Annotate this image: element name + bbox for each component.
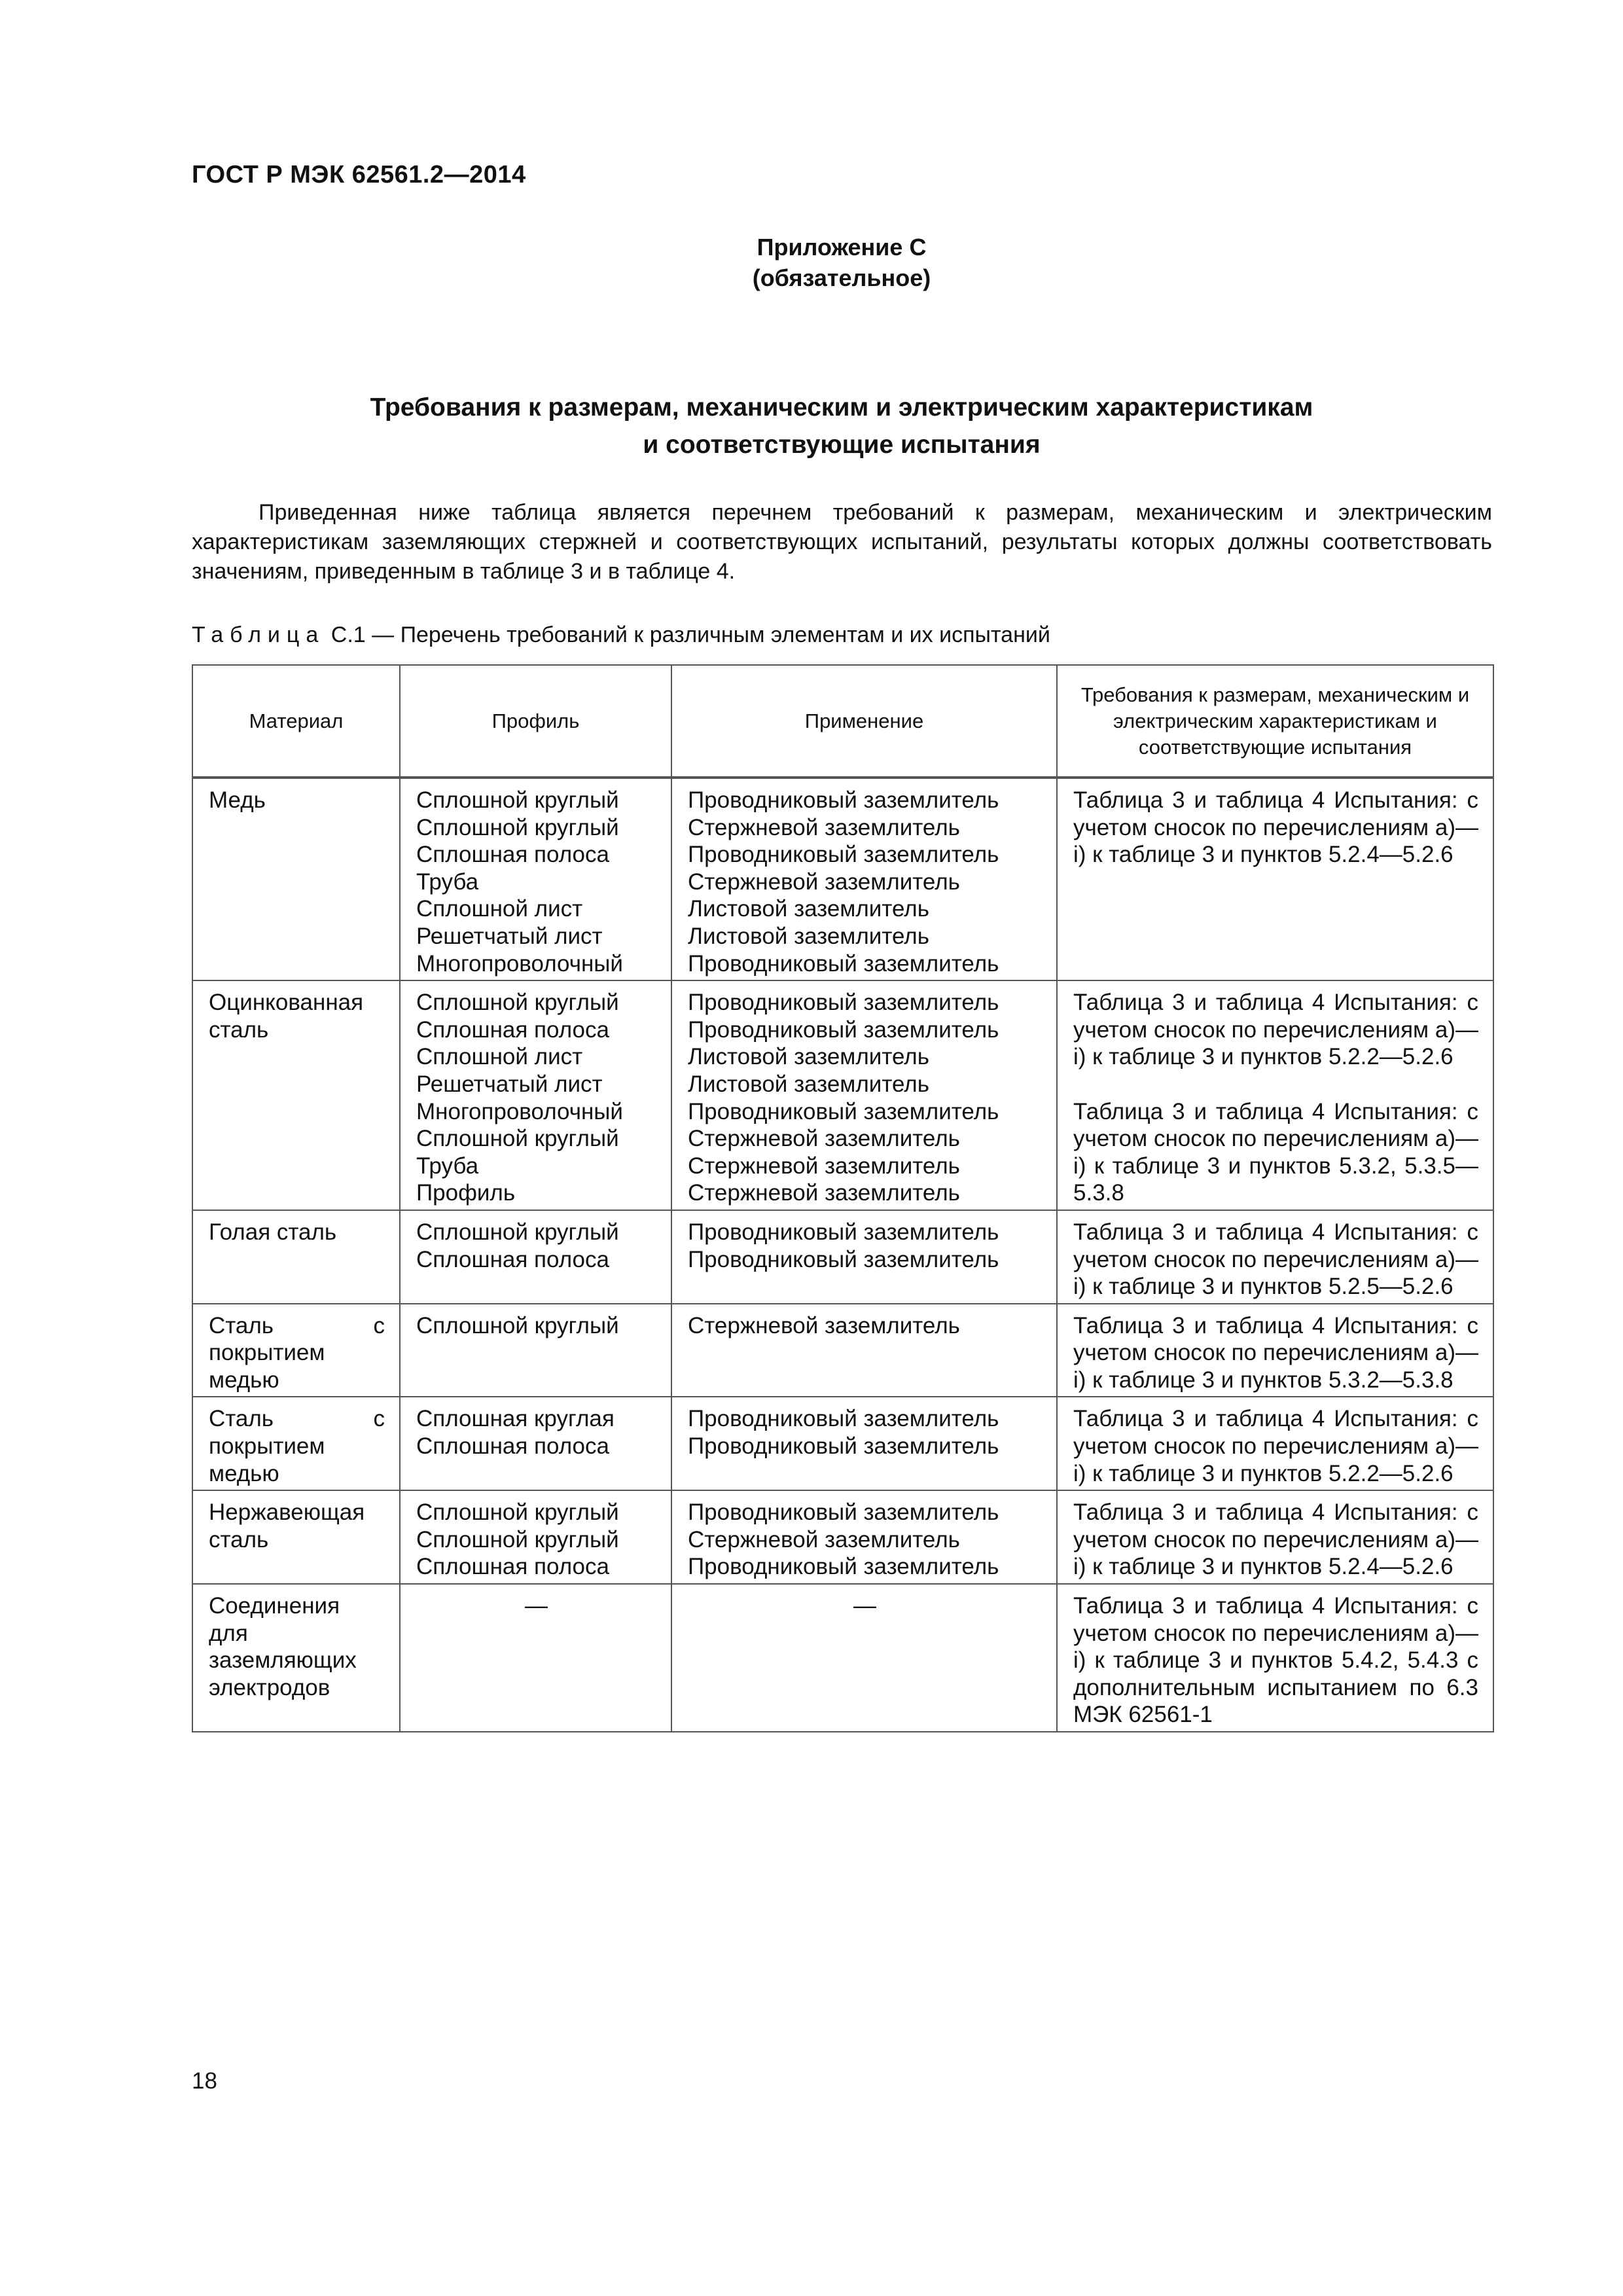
table-caption-number: C.1 [330, 622, 366, 647]
page-number: 18 [192, 2068, 217, 2094]
requirements-cell [1057, 1304, 1493, 1397]
requirements-text: Таблица 3 и таблица 4 Испытания: с учетом сносок по перечислениям a)—i) к таблице 3 и пунктов 5.2.2—5.2.6 [1073, 990, 1478, 1070]
profile-cell [400, 778, 671, 980]
profile-cell [400, 1490, 671, 1584]
table-row [192, 778, 1493, 980]
application-item: Стержневой заземлитель [688, 1153, 960, 1179]
application-item: Проводниковый заземлитель [688, 1554, 999, 1580]
requirements-text: Таблица 3 и таблица 4 Испытания: с учетом сносок по перечислениям a)—i) к таблице 3 и пунктов 5.2.4—5.2.6 [1073, 787, 1478, 868]
profile-item: Многопроволочный [416, 950, 623, 977]
application-item: Проводниковый заземлитель [688, 1016, 999, 1043]
requirements-text: Таблица 3 и таблица 4 Испытания: с учетом сносок по перечислениям a)—i) к таблице 3 и пунктов 5.2.5—5.2.6 [1073, 1219, 1478, 1300]
profile-item: Сплошная полоса [416, 1433, 609, 1460]
requirements-text: Таблица 3 и таблица 4 Испытания: с учетом сносок по перечислениям a)—i) к таблице 3 и пунктов 5.2.4—5.2.6 [1073, 1499, 1478, 1580]
application-item: Проводниковый заземлитель [688, 1098, 999, 1124]
application-item: Проводниковый заземлитель [688, 1406, 999, 1432]
application-cell [671, 1397, 1057, 1490]
profile-item: Сплошной круглый [416, 1219, 619, 1245]
requirements-table [192, 664, 1494, 1732]
profile-item: — [525, 1593, 548, 1619]
material-cell: Голая сталь [192, 1210, 400, 1304]
table-row [192, 1304, 1493, 1397]
requirements-cell [1057, 980, 1493, 1210]
table-row [192, 1490, 1493, 1584]
application-item: Стержневой заземлитель [688, 1526, 960, 1552]
profile-item: Сплошной круглый [416, 787, 619, 813]
application-item: Листовой заземлитель [688, 1044, 929, 1070]
table-header-row [192, 665, 1493, 778]
profile-cell [400, 980, 671, 1210]
application-item: Стержневой заземлитель [688, 814, 960, 840]
profile-item: Решетчатый лист [416, 923, 603, 949]
application-cell [671, 1304, 1057, 1397]
profile-item: Сплошной лист [416, 1044, 583, 1070]
profile-cell [400, 1304, 671, 1397]
application-item: Проводниковый заземлитель [688, 990, 999, 1016]
application-item: Проводниковый заземлитель [688, 1219, 999, 1245]
profile-item: Сплошной круглый [416, 1126, 619, 1152]
requirements-cell [1057, 1210, 1493, 1304]
table-caption [192, 620, 1050, 649]
annex-heading [0, 232, 1623, 293]
application-cell [671, 1210, 1057, 1304]
profile-item: Профиль [416, 1180, 516, 1206]
requirements-spacer [1073, 1071, 1478, 1098]
application-item: Проводниковый заземлитель [688, 1433, 999, 1460]
annex-title [0, 389, 1623, 463]
annex-name: Приложение C [757, 234, 927, 260]
application-cell [671, 980, 1057, 1210]
application-item: Проводниковый заземлитель [688, 842, 999, 868]
application-item: Стержневой заземлитель [688, 1126, 960, 1152]
profile-item: Сплошной круглый [416, 1526, 619, 1552]
profile-item: Сплошной круглый [416, 1312, 619, 1338]
application-cell [671, 778, 1057, 980]
profile-item: Многопроволочный [416, 1098, 623, 1124]
profile-cell [400, 1397, 671, 1490]
annex-status: (обязательное) [752, 264, 931, 291]
requirements-cell [1057, 1490, 1493, 1584]
application-cell [671, 1490, 1057, 1584]
application-item: Стержневой заземлитель [688, 1312, 960, 1338]
application-item: Стержневой заземлитель [688, 869, 960, 895]
table-row [192, 1584, 1493, 1732]
header-profile: Профиль [400, 665, 671, 778]
annex-title-line-2: и соответствующие испытания [643, 431, 1041, 459]
document-code: ГОСТ Р МЭК 62561.2—2014 [192, 161, 526, 188]
table-caption-word: Таблица [192, 622, 325, 647]
header-material: Материал [192, 665, 400, 778]
application-item: — [853, 1593, 876, 1619]
application-item: Проводниковый заземлитель [688, 1499, 999, 1526]
profile-item: Сплошной круглый [416, 814, 619, 840]
application-item: Листовой заземлитель [688, 896, 929, 922]
requirements-text: Таблица 3 и таблица 4 Испытания: с учетом сносок по перечислениям a)—i) к таблице 3 и пунктов 5.4.2, 5.4.3 с дополнительным испытанием по 6.3 МЭК 62561-1 [1073, 1593, 1478, 1728]
requirements-cell [1057, 1397, 1493, 1490]
profile-item: Труба [416, 1153, 479, 1179]
requirements-cell [1057, 778, 1493, 980]
requirements-text: Таблица 3 и таблица 4 Испытания: с учетом сносок по перечислениям a)—i) к таблице 3 и пунктов 5.2.2—5.2.6 [1073, 1406, 1478, 1486]
material-cell: Оцинкованная сталь [192, 980, 400, 1210]
profile-cell [400, 1210, 671, 1304]
profile-item: Решетчатый лист [416, 1071, 603, 1097]
application-item: Проводниковый заземлитель [688, 950, 999, 977]
intro-paragraph: Приведенная ниже таблица является перечнем требований к размерам, механическим и электрическим характеристикам заземляющих стержней и соответствующих испытаний, результаты которых должны соответствовать значениям, приведенным в таблице 3 и в таблице 4. [192, 500, 1492, 584]
annex-title-line-1: Требования к размерам, механическим и электрическим характеристикам [370, 393, 1313, 422]
profile-item: Сплошной круглый [416, 1499, 619, 1526]
header-requirements: Требования к размерам, механическим и электрическим характеристикам и соответствующие испытания [1057, 665, 1493, 778]
profile-item: Труба [416, 869, 479, 895]
material-cell: Нержавеющая сталь [192, 1490, 400, 1584]
application-item: Проводниковый заземлитель [688, 1246, 999, 1272]
profile-item: Сплошная полоса [416, 1246, 609, 1272]
requirements-text: Таблица 3 и таблица 4 Испытания: с учетом сносок по перечислениям a)—i) к таблице 3 и пунктов 5.3.2, 5.3.5—5.3.8 [1073, 1098, 1478, 1206]
requirements-text: Таблица 3 и таблица 4 Испытания: с учетом сносок по перечислениям a)—i) к таблице 3 и пунктов 5.3.2—5.3.8 [1073, 1312, 1478, 1393]
table-row [192, 1397, 1493, 1490]
profile-item: Сплошной лист [416, 896, 583, 922]
application-cell [671, 1584, 1057, 1732]
profile-item: Сплошной круглый [416, 990, 619, 1016]
material-cell: Сталь с покрытием медью [192, 1304, 400, 1397]
table-row [192, 1210, 1493, 1304]
material-cell: Соединения для заземляющих электродов [192, 1584, 400, 1732]
table-row [192, 980, 1493, 1210]
header-application: Применение [671, 665, 1057, 778]
application-item: Проводниковый заземлитель [688, 787, 999, 813]
profile-cell [400, 1584, 671, 1732]
profile-item: Сплошная круглая [416, 1406, 615, 1432]
table-caption-text: — Перечень требований к различным элементам и их испытаний [372, 622, 1050, 647]
profile-item: Сплошная полоса [416, 842, 609, 868]
material-cell: Медь [192, 778, 400, 980]
application-item: Стержневой заземлитель [688, 1180, 960, 1206]
profile-item: Сплошная полоса [416, 1016, 609, 1043]
application-item: Листовой заземлитель [688, 1071, 929, 1097]
application-item: Листовой заземлитель [688, 923, 929, 949]
material-cell: Сталь с покрытием медью [192, 1397, 400, 1490]
profile-item: Сплошная полоса [416, 1554, 609, 1580]
requirements-cell [1057, 1584, 1493, 1732]
